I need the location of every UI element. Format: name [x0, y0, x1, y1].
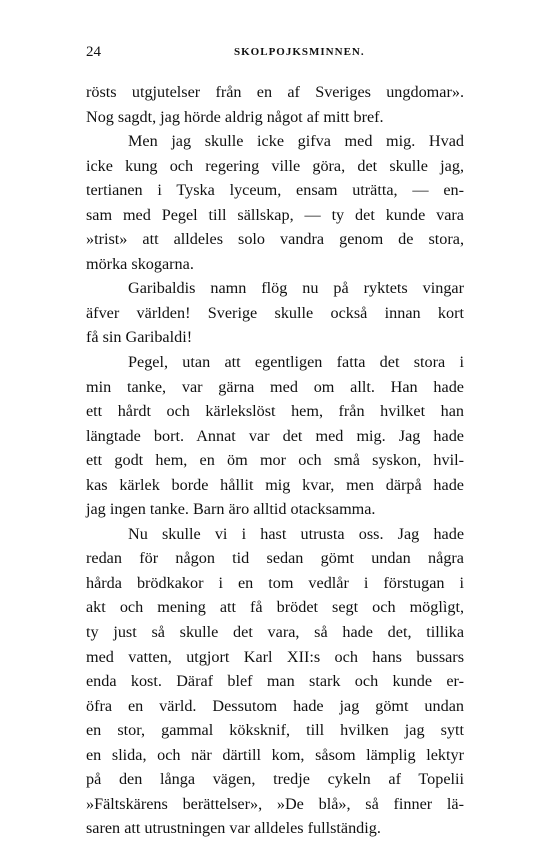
page-number: 24 — [86, 44, 101, 60]
text-line: Garibaldis namn flög nu på ryktets vingar — [128, 279, 464, 298]
text-line: Men jag skulle icke gifva med mig. Hvad — [128, 132, 464, 151]
text-line: »Fältskärens berättelser», »De blå», så finner lä- — [86, 794, 464, 813]
text-line: tertianen i Tyska lyceum, ensam uträtta, — en- — [86, 181, 464, 200]
text-line: icke kung och regering ville göra, det skulle jag, — [86, 156, 464, 175]
text-line: enda kost. Däraf blef man stark och kunde er- — [86, 672, 464, 691]
running-title: SKOLPOJKSMINNEN. — [234, 46, 365, 58]
text-line: redan för någon tid sedan gömt undan några — [86, 549, 464, 568]
text-line: längtade bort. Annat var det med mig. Jag hade — [86, 426, 464, 445]
text-line: med vatten, utgjort Karl XII:s och hans bussars — [86, 647, 464, 666]
text-line: en slida, och när därtill kom, såsom lämplig lektyr — [86, 745, 464, 764]
text-line: ett godt hem, en öm mor och små syskon, hvil- — [86, 451, 464, 470]
text-line: sam med Pegel till sällskap, — ty det kunde vara — [86, 205, 464, 224]
text-line: Pegel, utan att egentligen fatta det stora i — [128, 353, 464, 372]
text-line: akt och mening att få brödet segt och möglìgt, — [86, 598, 464, 617]
text-line: ett hårdt och kärlekslöst hem, från hvilket han — [86, 402, 464, 421]
text-line: saren att utrustningen var alldeles fullständig. — [86, 819, 381, 838]
text-line: min tanke, var gärna med om allt. Han hade — [86, 377, 464, 396]
text-line: hårda brödkakor i en tom vedlår i förstugan i — [86, 573, 464, 592]
text-line: Nu skulle vi i hast utrusta oss. Jag hade — [128, 524, 464, 543]
running-head — [86, 44, 466, 64]
text-line: »trist» att alldeles solo vandra genom de stora, — [86, 230, 464, 249]
text-line: öfra en värld. Dessutom hade jag gömt undan — [86, 696, 464, 715]
text-line: jag ingen tanke. Barn äro alltid otacksamma. — [86, 500, 376, 519]
text-line: en stor, gammal köksknif, till hvilken jag sytt — [86, 721, 464, 740]
text-line: ty just så skulle det vara, så hade det, tillika — [86, 623, 464, 642]
text-line: Nog sagdt, jag hörde aldrig något af mitt bref. — [86, 107, 384, 126]
body-text — [86, 80, 464, 841]
text-line: rösts utgjutelser från en af Sveriges ungdomar». — [86, 83, 464, 101]
text-line: på den långa vägen, tredje cykeln af Topelii — [86, 770, 464, 789]
text-line: kas kärlek borde hållit mig kvar, men därpå hade — [86, 475, 464, 494]
text-line: mörka skogarna. — [86, 254, 194, 273]
text-line: få sin Garibaldi! — [86, 328, 193, 347]
text-line: äfver världen! Sverige skulle också innan kort — [86, 303, 464, 322]
